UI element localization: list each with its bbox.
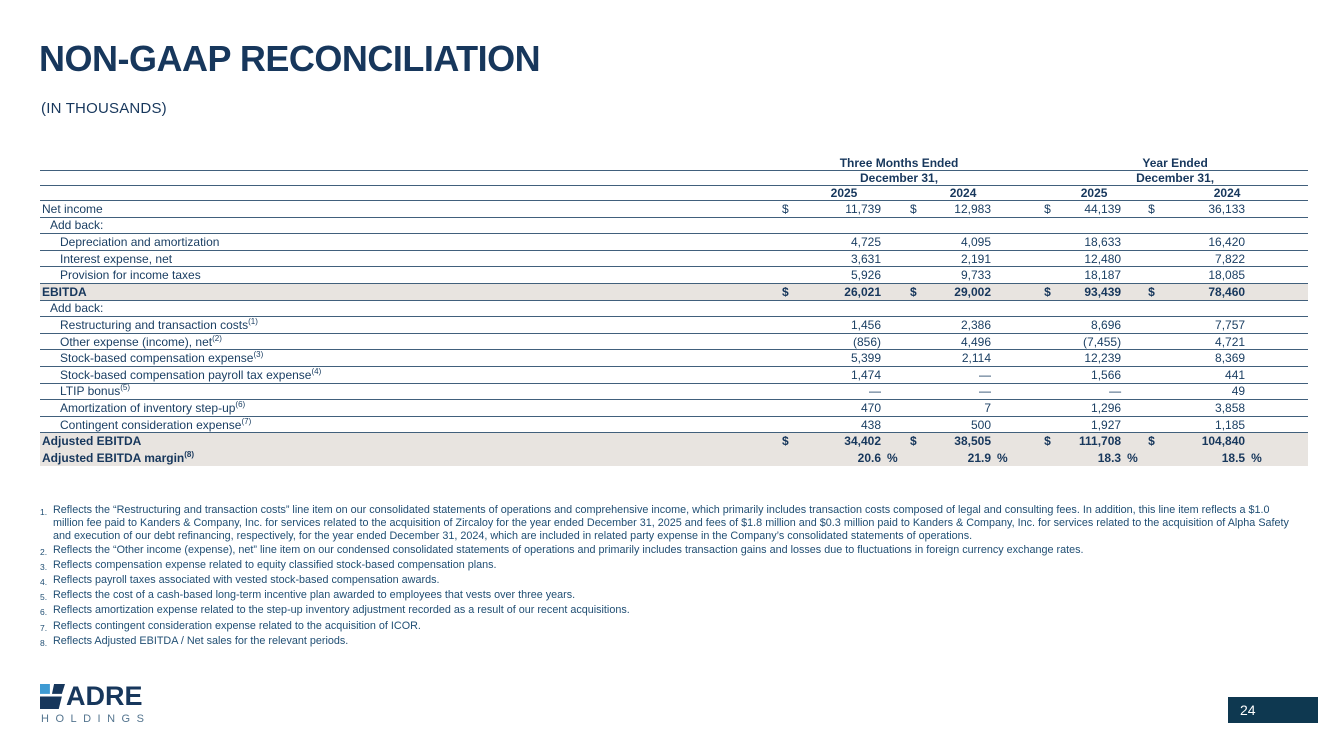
dollar-sign-cell	[780, 317, 806, 334]
percent-sign-cell	[1246, 234, 1308, 251]
value-cell: —	[936, 366, 992, 383]
table-row	[40, 350, 1308, 367]
value-cell: 49	[1172, 383, 1246, 400]
percent-sign-cell	[1122, 300, 1146, 317]
percent-sign-cell	[882, 250, 908, 267]
year-header-row	[40, 186, 1308, 201]
dollar-sign-cell	[1042, 250, 1066, 267]
value-cell: 93,439	[1066, 283, 1122, 300]
footnote	[40, 544, 1302, 559]
dollar-sign-cell	[1146, 416, 1172, 433]
percent-sign-cell	[1246, 333, 1308, 350]
value-cell: —	[806, 383, 882, 400]
dollar-sign-cell: $	[780, 201, 806, 218]
percent-sign-cell	[1246, 350, 1308, 367]
value-cell: 7	[936, 400, 992, 417]
percent-sign-cell	[1246, 300, 1308, 317]
percent-sign-cell	[992, 366, 1018, 383]
dollar-sign-cell: $	[1146, 201, 1172, 218]
value-cell: 5,399	[806, 350, 882, 367]
group-header-row	[40, 156, 1308, 171]
column-gap	[1018, 416, 1042, 433]
value-cell: —	[936, 383, 992, 400]
value-cell	[806, 217, 882, 234]
footnote-number: 2.	[40, 546, 48, 557]
year-column: 2024	[908, 186, 1018, 201]
row-label: Stock-based compensation expense$^{(3)}$	[40, 350, 780, 367]
percent-sign-cell	[992, 300, 1018, 317]
row-label: Stock-based compensation payroll tax expense$^{(4)}$	[40, 366, 780, 383]
dollar-sign-cell	[780, 416, 806, 433]
dollar-sign-cell: $	[1146, 433, 1172, 450]
value-cell: 18.5	[1172, 449, 1246, 466]
footnote	[40, 504, 1302, 544]
table-row	[40, 217, 1308, 234]
footnote-text: Reflects the cost of a cash-based long-term incentive plan awarded to employees that vests over three years.	[53, 589, 576, 602]
column-gap	[1018, 267, 1042, 284]
dollar-sign-cell	[1146, 400, 1172, 417]
dollar-sign-cell: $	[908, 201, 936, 218]
dollar-sign-cell	[1042, 333, 1066, 350]
value-cell: 438	[806, 416, 882, 433]
value-cell: (7,455)	[1066, 333, 1122, 350]
dollar-sign-cell: $	[1042, 201, 1066, 218]
value-cell: 4,496	[936, 333, 992, 350]
row-label: Depreciation and amortization	[40, 234, 780, 251]
dollar-sign-cell	[908, 267, 936, 284]
dollar-sign-cell	[1042, 400, 1066, 417]
column-gap	[1018, 433, 1042, 450]
value-cell: 12,983	[936, 201, 992, 218]
dollar-sign-cell: $	[1042, 433, 1066, 450]
dollar-sign-cell: $	[908, 283, 936, 300]
percent-sign-cell	[1246, 201, 1308, 218]
percent-sign-cell	[882, 433, 908, 450]
value-cell: 1,296	[1066, 400, 1122, 417]
value-cell: 12,480	[1066, 250, 1122, 267]
dollar-sign-cell	[1146, 366, 1172, 383]
value-cell: 4,095	[936, 234, 992, 251]
percent-sign-cell	[992, 400, 1018, 417]
value-cell	[1066, 300, 1122, 317]
percent-sign-cell	[1246, 416, 1308, 433]
percent-sign-cell	[882, 350, 908, 367]
percent-sign-cell	[992, 433, 1018, 450]
percent-sign-cell	[882, 201, 908, 218]
percent-sign-cell	[882, 416, 908, 433]
footnote	[40, 635, 1302, 650]
percent-sign-cell	[992, 333, 1018, 350]
reconciliation-table	[40, 156, 1308, 466]
value-cell: 2,191	[936, 250, 992, 267]
dollar-sign-cell	[1146, 234, 1172, 251]
column-gap	[1018, 400, 1042, 417]
row-label: Add back:	[40, 300, 780, 317]
dollar-sign-cell	[908, 333, 936, 350]
dollar-sign-cell: $	[780, 283, 806, 300]
percent-sign-cell	[1122, 333, 1146, 350]
percent-sign-cell	[992, 317, 1018, 334]
percent-sign-cell	[882, 366, 908, 383]
dollar-sign-cell	[1146, 217, 1172, 234]
logo-brand-text: ADRE	[66, 681, 143, 711]
footnote-text: Reflects payroll taxes associated with vested stock-based compensation awards.	[53, 574, 440, 587]
dollar-sign-cell	[780, 234, 806, 251]
percent-sign-cell: %	[882, 449, 908, 466]
value-cell: 500	[936, 416, 992, 433]
footnote-number: 7.	[40, 622, 48, 633]
percent-sign-cell	[1122, 283, 1146, 300]
dollar-sign-cell	[780, 217, 806, 234]
dollar-sign-cell	[1042, 300, 1066, 317]
percent-sign-cell	[1246, 283, 1308, 300]
subheader-december: December 31,	[780, 171, 1018, 186]
dollar-sign-cell	[1042, 317, 1066, 334]
dollar-sign-cell	[780, 400, 806, 417]
footnote-text: Reflects contingent consideration expense related to the acquisition of ICOR.	[53, 619, 421, 632]
group-header-year-ended: Year Ended	[1042, 156, 1308, 171]
table-row	[40, 267, 1308, 284]
table-row	[40, 300, 1308, 317]
dollar-sign-cell	[780, 350, 806, 367]
percent-sign-cell	[1122, 400, 1146, 417]
percent-sign-cell: %	[1122, 449, 1146, 466]
value-cell: 1,566	[1066, 366, 1122, 383]
percent-sign-cell	[882, 400, 908, 417]
group-header-three-months: Three Months Ended	[780, 156, 1018, 171]
percent-sign-cell	[882, 234, 908, 251]
footnote-text: Reflects compensation expense related to equity classified stock-based compensation plans.	[53, 558, 497, 571]
percent-sign-cell	[1122, 217, 1146, 234]
dollar-sign-cell	[1042, 350, 1066, 367]
value-cell	[806, 300, 882, 317]
page-title: NON-GAAP RECONCILIATION	[39, 38, 541, 79]
dollar-sign-cell	[908, 400, 936, 417]
column-gap	[1018, 234, 1042, 251]
column-gap	[1018, 300, 1042, 317]
subheader-row	[40, 171, 1308, 186]
percent-sign-cell	[1122, 383, 1146, 400]
logo-sub-text: HOLDINGS	[41, 713, 151, 725]
value-cell: 18.3	[1066, 449, 1122, 466]
row-label: Amortization of inventory step-$up^{(6)}$	[40, 400, 780, 417]
value-cell	[936, 300, 992, 317]
dollar-sign-cell	[908, 416, 936, 433]
value-cell: 78,460	[1172, 283, 1246, 300]
footnote	[40, 559, 1302, 574]
value-cell: (856)	[806, 333, 882, 350]
percent-sign-cell	[1122, 350, 1146, 367]
percent-sign-cell	[992, 234, 1018, 251]
value-cell: 111,708	[1066, 433, 1122, 450]
dollar-sign-cell	[908, 300, 936, 317]
dollar-sign-cell	[1146, 267, 1172, 284]
percent-sign-cell	[882, 267, 908, 284]
year-column: 2024	[1146, 186, 1308, 201]
value-cell: 16,420	[1172, 234, 1246, 251]
dollar-sign-cell	[908, 366, 936, 383]
row-label: Adjusted EBITDA	[40, 433, 780, 450]
dollar-sign-cell	[1042, 234, 1066, 251]
value-cell: 3,631	[806, 250, 882, 267]
dollar-sign-cell: $	[1146, 283, 1172, 300]
value-cell: 18,085	[1172, 267, 1246, 284]
value-cell: 44,139	[1066, 201, 1122, 218]
percent-sign-cell	[882, 217, 908, 234]
value-cell: 4,725	[806, 234, 882, 251]
table-row	[40, 283, 1308, 300]
footnote-text: Reflects the “Restructuring and transaction costs” line item on our consolidated statements of operations and comprehensive income, which primarily includes transaction costs composed of legal and consulting fees. In addition, this line item reflects a $1.0 million fee paid to Kanders & Company, Inc. for services related to the acquisition of Zircaloy for the year ended December 31, 2025 and fees of $1.8 million and $0.3 million paid to Kanders & Company, Inc. for services related to the acquisition of Alpha Safety and execution of our debt refinancing, respectively, for the year ended December 31, 2024, which are included in related party expense in the Company’s consolidated statements of operations.	[53, 504, 1289, 543]
value-cell: 1,927	[1066, 416, 1122, 433]
column-gap	[1018, 250, 1042, 267]
dollar-sign-cell	[1146, 317, 1172, 334]
dollar-sign-cell	[780, 366, 806, 383]
column-gap	[1018, 283, 1042, 300]
percent-sign-cell	[1246, 400, 1308, 417]
table-row	[40, 383, 1308, 400]
column-gap	[1018, 350, 1042, 367]
footnote	[40, 604, 1302, 619]
percent-sign-cell	[1122, 366, 1146, 383]
percent-sign-cell	[1122, 234, 1146, 251]
percent-sign-cell	[1122, 201, 1146, 218]
value-cell: 4,721	[1172, 333, 1246, 350]
page-subtitle: (IN THOUSANDS)	[41, 100, 167, 117]
value-cell: 7,822	[1172, 250, 1246, 267]
dollar-sign-cell	[1146, 333, 1172, 350]
value-cell: 104,840	[1172, 433, 1246, 450]
year-column: 2025	[780, 186, 908, 201]
footnote-number: 1.	[40, 507, 48, 517]
footnote-number: 3.	[40, 561, 48, 572]
company-logo	[40, 681, 151, 725]
value-cell: 36,133	[1172, 201, 1246, 218]
row-label: Adjusted EBITDA margin$^{(8)}$	[40, 449, 780, 466]
percent-sign-cell	[1122, 416, 1146, 433]
value-cell: 38,505	[936, 433, 992, 450]
column-gap	[1018, 333, 1042, 350]
footnote-text: Reflects the “Other income (expense), net” line item on our condensed consolidated statements of operations and primarily includes transaction gains and losses due to fluctuations in foreign currency exchange rates.	[53, 543, 1084, 556]
row-label: Interest expense, net	[40, 250, 780, 267]
dollar-sign-cell	[1042, 217, 1066, 234]
table-row	[40, 250, 1308, 267]
table-row	[40, 333, 1308, 350]
dollar-sign-cell	[780, 333, 806, 350]
value-cell: 2,386	[936, 317, 992, 334]
value-cell: 34,402	[806, 433, 882, 450]
dollar-sign-cell	[780, 267, 806, 284]
percent-sign-cell	[992, 201, 1018, 218]
row-label: EBITDA	[40, 283, 780, 300]
dollar-sign-cell: $	[780, 433, 806, 450]
percent-sign-cell	[1122, 433, 1146, 450]
dollar-sign-cell	[1042, 366, 1066, 383]
dollar-sign-cell	[908, 317, 936, 334]
percent-sign-cell	[882, 300, 908, 317]
percent-sign-cell	[882, 317, 908, 334]
value-cell: 11,739	[806, 201, 882, 218]
page-number-badge: 24	[1228, 697, 1318, 723]
percent-sign-cell	[1122, 250, 1146, 267]
dollar-sign-cell	[1042, 449, 1066, 466]
table-row	[40, 433, 1308, 450]
table-row	[40, 366, 1308, 383]
value-cell: 20.6	[806, 449, 882, 466]
percent-sign-cell	[1122, 317, 1146, 334]
dollar-sign-cell	[780, 449, 806, 466]
value-cell: 18,633	[1066, 234, 1122, 251]
footnote-number: 5.	[40, 592, 48, 603]
value-cell: 21.9	[936, 449, 992, 466]
percent-sign-cell	[1122, 267, 1146, 284]
value-cell: 5,926	[806, 267, 882, 284]
dollar-sign-cell	[1146, 383, 1172, 400]
dollar-sign-cell	[1146, 449, 1172, 466]
footnote-number: 6.	[40, 607, 48, 618]
percent-sign-cell	[992, 217, 1018, 234]
cadre-logo-icon	[40, 684, 65, 709]
percent-sign-cell	[1246, 217, 1308, 234]
percent-sign-cell	[1246, 267, 1308, 284]
table-row	[40, 317, 1308, 334]
percent-sign-cell	[992, 383, 1018, 400]
dollar-sign-cell	[780, 383, 806, 400]
value-cell: 26,021	[806, 283, 882, 300]
row-label: Other expense (income), net$^{(2)}$	[40, 333, 780, 350]
value-cell: —	[1066, 383, 1122, 400]
value-cell: 1,456	[806, 317, 882, 334]
value-cell: 8,696	[1066, 317, 1122, 334]
dollar-sign-cell	[1146, 250, 1172, 267]
footnote	[40, 574, 1302, 589]
dollar-sign-cell	[908, 383, 936, 400]
percent-sign-cell	[882, 283, 908, 300]
dollar-sign-cell	[908, 350, 936, 367]
percent-sign-cell	[1246, 366, 1308, 383]
table-row	[40, 201, 1308, 218]
value-cell	[1172, 217, 1246, 234]
value-cell: 441	[1172, 366, 1246, 383]
dollar-sign-cell	[1146, 300, 1172, 317]
row-label: Provision for income taxes	[40, 267, 780, 284]
percent-sign-cell	[882, 383, 908, 400]
dollar-sign-cell	[1146, 350, 1172, 367]
table-row	[40, 449, 1308, 466]
subheader-december: December 31,	[1042, 171, 1308, 186]
table-body	[40, 201, 1308, 467]
footnote-number: 8.	[40, 637, 48, 648]
percent-sign-cell: %	[992, 449, 1018, 466]
value-cell	[1066, 217, 1122, 234]
percent-sign-cell	[1246, 383, 1308, 400]
table-row	[40, 234, 1308, 251]
row-label: Contingent consideration expense$^{(7)}$	[40, 416, 780, 433]
dollar-sign-cell	[780, 250, 806, 267]
column-gap	[1018, 217, 1042, 234]
value-cell: 470	[806, 400, 882, 417]
dollar-sign-cell	[1042, 267, 1066, 284]
footnote-number: 4.	[40, 577, 48, 588]
value-cell: 12,239	[1066, 350, 1122, 367]
percent-sign-cell: %	[1246, 449, 1308, 466]
footnotes	[40, 504, 1302, 650]
row-label: Net income	[40, 201, 780, 218]
value-cell: 1,474	[806, 366, 882, 383]
dollar-sign-cell	[780, 300, 806, 317]
column-gap	[1018, 201, 1042, 218]
percent-sign-cell	[1246, 317, 1308, 334]
value-cell: 8,369	[1172, 350, 1246, 367]
table-row	[40, 416, 1308, 433]
column-gap	[1018, 366, 1042, 383]
footnote-text: Reflects amortization expense related to the step-up inventory adjustment recorded as a result of our recent acquisitions.	[53, 604, 630, 617]
footnote	[40, 620, 1302, 635]
value-cell: 18,187	[1066, 267, 1122, 284]
dollar-sign-cell	[908, 250, 936, 267]
dollar-sign-cell: $	[908, 433, 936, 450]
value-cell	[936, 217, 992, 234]
value-cell: 3,858	[1172, 400, 1246, 417]
column-gap	[1018, 383, 1042, 400]
value-cell: 7,757	[1172, 317, 1246, 334]
dollar-sign-cell	[908, 217, 936, 234]
percent-sign-cell	[992, 350, 1018, 367]
column-gap	[1018, 317, 1042, 334]
dollar-sign-cell: $	[1042, 283, 1066, 300]
row-label: Restructuring and transaction costs$^{(1)}$	[40, 317, 780, 334]
row-label: Add back:	[40, 217, 780, 234]
percent-sign-cell	[1246, 250, 1308, 267]
dollar-sign-cell	[908, 449, 936, 466]
percent-sign-cell	[992, 250, 1018, 267]
table-row	[40, 400, 1308, 417]
value-cell: 2,114	[936, 350, 992, 367]
percent-sign-cell	[1246, 433, 1308, 450]
percent-sign-cell	[992, 416, 1018, 433]
dollar-sign-cell	[1042, 383, 1066, 400]
value-cell: 29,002	[936, 283, 992, 300]
percent-sign-cell	[992, 283, 1018, 300]
percent-sign-cell	[992, 267, 1018, 284]
value-cell	[1172, 300, 1246, 317]
dollar-sign-cell	[908, 234, 936, 251]
row-label: LTIP bonus$^{(5)}$	[40, 383, 780, 400]
value-cell: 9,733	[936, 267, 992, 284]
column-gap	[1018, 449, 1042, 466]
percent-sign-cell	[882, 333, 908, 350]
footnote-text: Reflects Adjusted EBITDA / Net sales for the relevant periods.	[53, 634, 349, 647]
value-cell: 1,185	[1172, 416, 1246, 433]
dollar-sign-cell	[1042, 416, 1066, 433]
year-column: 2025	[1042, 186, 1146, 201]
footnote	[40, 589, 1302, 604]
